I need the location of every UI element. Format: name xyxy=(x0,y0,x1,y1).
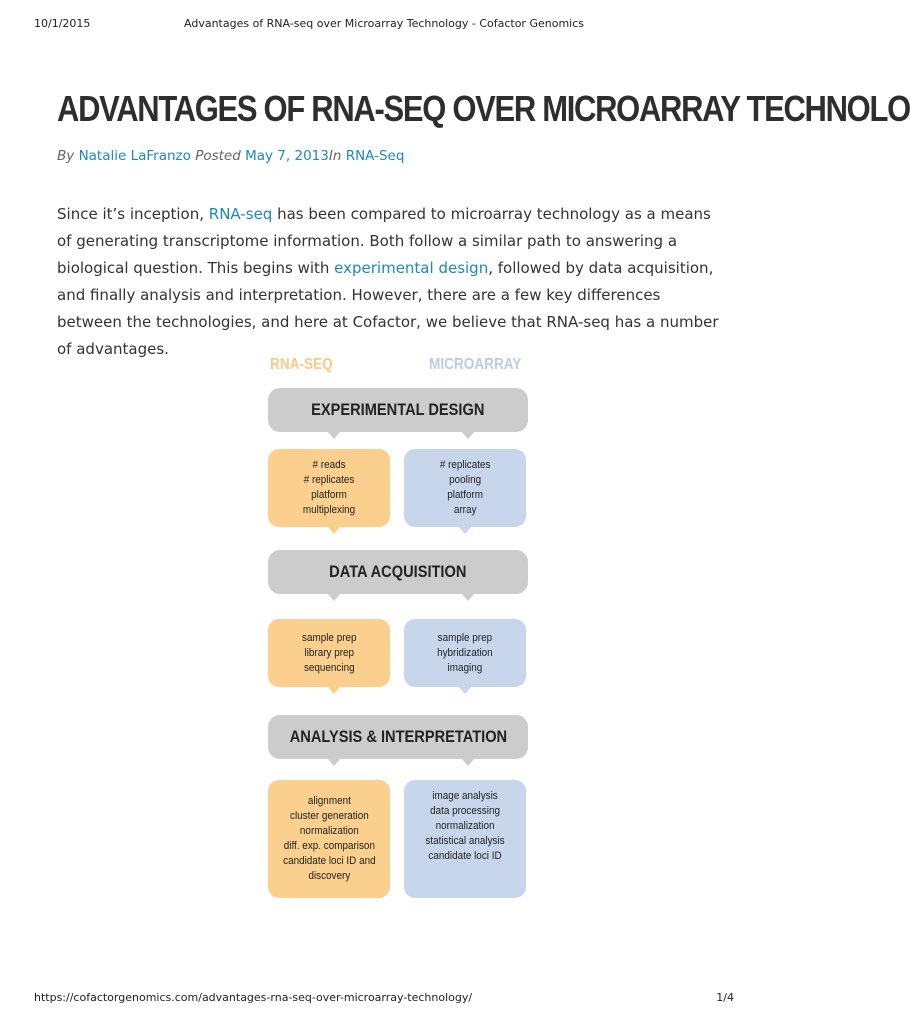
stage-data-acquisition xyxy=(268,550,528,594)
list-item: candidate loci ID and xyxy=(282,855,376,867)
comparison-infographic xyxy=(262,353,534,905)
stage-experimental-design xyxy=(268,388,528,432)
microarray-column-heading: MICROARRAY xyxy=(429,356,522,373)
list-item: sample prep xyxy=(437,631,493,644)
meta-posted: Posted xyxy=(195,148,241,164)
rna-seq-design-box xyxy=(268,449,390,527)
list-item: platform xyxy=(447,489,483,501)
stage-analysis-interpretation xyxy=(268,715,528,759)
meta-by: By xyxy=(57,148,75,164)
list-item: # replicates xyxy=(439,459,491,471)
list-item: imaging xyxy=(447,661,483,674)
stage-label: DATA ACQUISITION xyxy=(329,562,467,581)
list-item: normalization xyxy=(435,819,495,832)
list-item: alignment xyxy=(307,795,351,807)
rna-seq-link[interactable]: RNA-seq xyxy=(208,205,273,223)
list-item: statistical analysis xyxy=(425,834,505,847)
list-item: # replicates xyxy=(303,474,355,486)
print-page-number: 1/4 xyxy=(716,991,734,1004)
microarray-design-box xyxy=(404,449,526,527)
rna-seq-analysis-box xyxy=(268,780,390,898)
post-meta xyxy=(57,148,404,164)
list-item: # reads xyxy=(312,459,346,471)
print-url: https://cofactorgenomics.com/advantages-rna-seq-over-microarray-technology/ xyxy=(34,991,473,1004)
list-item: cluster generation xyxy=(289,810,369,822)
list-item: pooling xyxy=(449,474,481,486)
list-item: sample prep xyxy=(301,631,357,644)
author-link[interactable]: Natalie LaFranzo xyxy=(78,148,191,164)
post-title: ADVANTAGES OF RNA-SEQ OVER MICROARRAY TECHNOLO xyxy=(57,88,910,129)
intro-text-3: , followed by data acquisition, and finally analysis and interpretation. However, there are a few key differences between the technologies, and here at Cofactor, we believe that RNA-seq has a number of advantages. xyxy=(57,259,719,358)
category-link[interactable]: RNA-Seq xyxy=(345,148,405,164)
stage-label: EXPERIMENTAL DESIGN xyxy=(311,400,485,419)
rna-seq-column-heading: RNA-SEQ xyxy=(270,356,333,373)
list-item: array xyxy=(453,504,477,516)
intro-text-1: Since it’s inception, xyxy=(57,205,209,223)
intro-text-2: has been compared to microarray technology as a means of generating transcriptome information. Both follow a similar path to answering a biological question. This begins with xyxy=(57,205,711,277)
list-item: discovery xyxy=(308,870,350,882)
list-item: normalization xyxy=(299,825,359,837)
list-item: data processing xyxy=(430,804,500,817)
list-item: multiplexing xyxy=(302,504,356,516)
list-item: candidate loci ID xyxy=(428,849,502,862)
microarray-analysis-box xyxy=(404,780,526,898)
list-item: library prep xyxy=(304,646,354,659)
print-date: 10/1/2015 xyxy=(34,17,91,30)
list-item: hybridization xyxy=(437,646,493,659)
list-item: sequencing xyxy=(303,661,355,674)
list-item: diff. exp. comparison xyxy=(283,840,375,852)
microarray-acquisition-box xyxy=(404,619,526,687)
print-page-title: Advantages of RNA-seq over Microarray Technology - Cofactor Genomics xyxy=(184,17,584,30)
stage-label: ANALYSIS & INTERPRETATION xyxy=(289,727,507,746)
meta-in: In xyxy=(328,148,342,164)
list-item: platform xyxy=(311,489,347,501)
intro-paragraph xyxy=(57,201,727,363)
experimental-design-link[interactable]: experimental design xyxy=(334,259,489,277)
rna-seq-acquisition-box xyxy=(268,619,390,687)
date-link[interactable]: May 7, 2013 xyxy=(245,148,329,164)
list-item: image analysis xyxy=(432,789,498,802)
